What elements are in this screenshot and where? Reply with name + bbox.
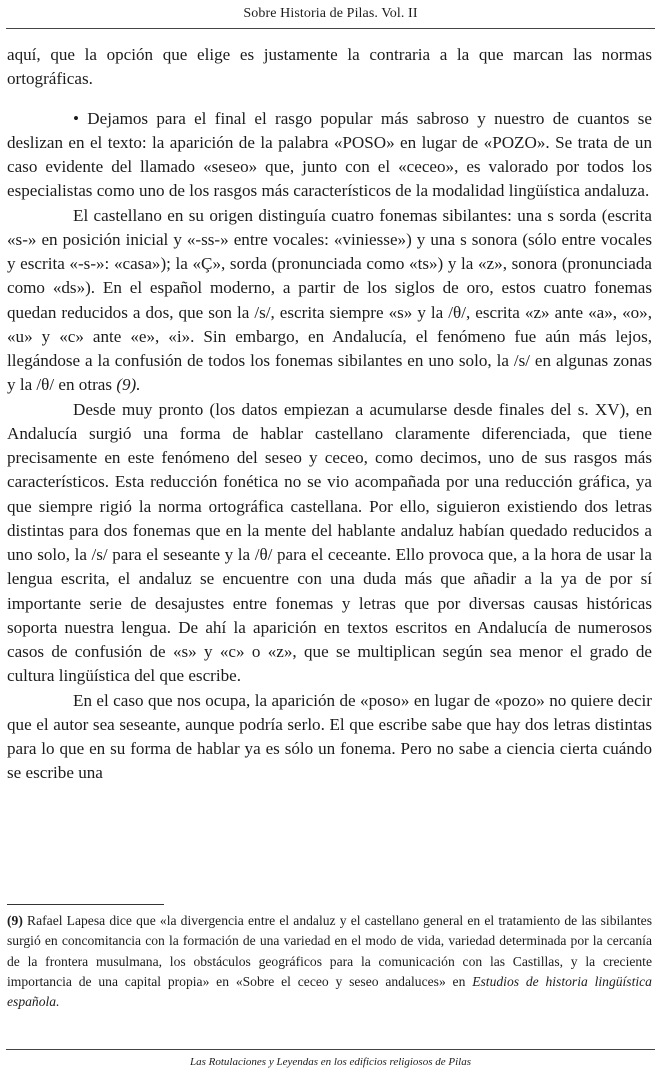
footnote-9	[7, 911, 652, 1012]
paragraph-3-text: El castellano en su origen distinguía cuatro fonemas sibilantes: una s sorda (escrita «s-» en posición inicial y «-ss-» entre vocales: «viniesse») y una s sonora (sólo entre vocales y escrita «-s-»: «casa»); la «Ç», sorda (pronunciada como «ts») y la «z», sonora (pronunciada como «ds»). En el español moderno, a partir de los siglos de oro, estos cuatro fonemas quedan reducidos a dos, que son la /s/, escrita siempre «s» y la /θ/, escrita «z» ante «a», «o», «u» y «c» ante «e», «i». Sin embargo, en Andalucía, el fenómeno fue aún más lejos, llegándose a la confusión de todos los fonemas sibilantes en uno solo, la /s/ en algunas zonas y la /θ/ en otras	[7, 205, 652, 395]
paragraph-1: aquí, que la opción que elige es justamente la contraria a la que marcan las normas ortográficas.	[7, 45, 652, 89]
paragraph-2: • Dejamos para el final el rasgo popular más sabroso y nuestro de cuantos se deslizan en el texto: la aparición de la palabra «POSO» en lugar de «POZO». Se trata de un caso evidente del llamado «seseo» que, junto con el «ceceo», es valorado por todos los especialistas como uno de los rasgos más característicos de la modalidad lingüística andaluza.	[7, 108, 652, 201]
footer-rule	[6, 1049, 655, 1050]
footnote-reference: (9).	[116, 375, 141, 395]
paragraph-4: Desde muy pronto (los datos empiezan a acumularse desde finales del s. XV), en Andalucía surgió una forma de hablar castellano claramente diferenciada, que tiene precisamente en este fenómeno del seseo y ceceo, como decimos, uno de sus rasgos más característicos. Esta reducción fonética no se vio acompañada por una reducción gráfica, ya que siempre rigió la norma ortográfica castellana. Por ello, siguieron existiendo dos letras distintas para dos fonemas que en la mente del hablante andaluz habían quedado reducidos a uno solo, la /s/ para el seseante y la /θ/ para el ceceante. Ello provoca que, a la hora de usar la lengua escrita, el andaluz se encuentre con una duda más que añadir a la ya de por sí importante serie de desajustes entre fonemas y letras que por diversas causas históricas soporta nuestra lengua. De ahí la aparición en textos escritos en Andalucía de numerosos casos de confusión de «s» y «c» o «z», que se multiplican según sea menor el grado de cultura lingüística del que escribe.	[7, 399, 652, 686]
footnote-separator	[7, 904, 164, 905]
footnote-book-title: Estudios de historia lingüística española.	[7, 973, 652, 1010]
footnote-text: Rafael Lapesa dice que «la divergencia entre el andaluz y el castellano general en el tratamiento de las sibilantes surgió en concomitancia con la formación de una variedad en el modo de vida, variedad determinada por la cercanía de la frontera musulmana, los obstáculos geográficos para la comunicación con las Castillas, y la creciente importancia de una capital propia» en «Sobre el ceceo y seseo andaluces» en	[7, 913, 652, 989]
running-header	[0, 0, 661, 32]
header-rule	[6, 28, 655, 29]
footnote-number: (9)	[7, 913, 23, 928]
footnote	[7, 911, 652, 1012]
paragraph-5: En el caso que nos ocupa, la aparición de «poso» en lugar de «pozo» no quiere decir que el autor sea seseante, aunque podría serlo. El que escribe sabe que hay dos letras distintas para lo que en su forma de hablar ya es sólo un fonema. Pero no sabe a ciencia cierta cuándo se escribe una	[7, 690, 652, 783]
running-footer	[0, 1042, 661, 1077]
running-footer-text: Las Rotulaciones y Leyendas en los edificios religiosos de Pilas	[190, 1056, 471, 1068]
paragraph-3	[7, 204, 652, 398]
running-header-title: Sobre Historia de Pilas. Vol. II	[243, 6, 418, 21]
body-text	[7, 43, 652, 786]
